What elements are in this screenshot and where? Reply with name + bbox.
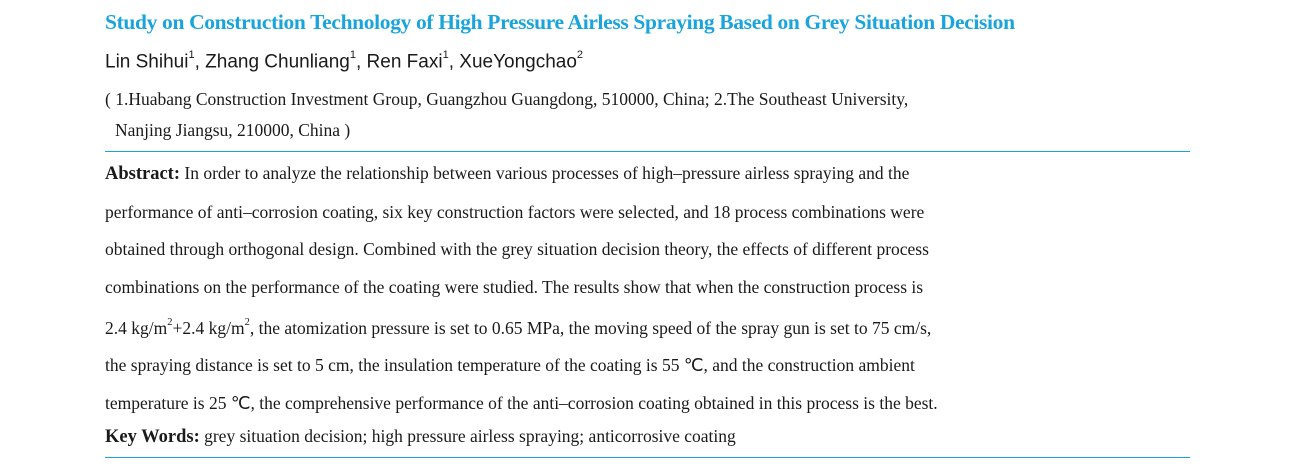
author-name: Ren Faxi bbox=[366, 51, 443, 73]
author-affiliation-mark: 1 bbox=[188, 49, 195, 61]
author-list bbox=[105, 43, 583, 76]
author-name: Lin Shihui bbox=[105, 51, 189, 73]
superscript: 2 bbox=[167, 317, 173, 328]
author-name: Zhang Chunliang bbox=[205, 51, 350, 73]
author-separator: , bbox=[355, 51, 367, 73]
author-separator: , bbox=[448, 51, 460, 73]
abstract-line bbox=[105, 306, 1190, 347]
abstract-label: Abstract: bbox=[105, 164, 181, 184]
divider-bottom bbox=[105, 457, 1190, 458]
abstract-text: +2.4 kg/m bbox=[172, 317, 245, 338]
affiliations bbox=[105, 84, 1195, 146]
paper-title: Study on Construction Technology of High Pressure Airless Spraying Based on Grey Situation Decision bbox=[105, 10, 1015, 34]
keywords bbox=[105, 421, 736, 452]
affiliation-line: Nanjing Jiangsu, 210000, China ) bbox=[115, 120, 351, 140]
divider-top bbox=[105, 151, 1190, 152]
abstract-line: temperature is 25 ℃, the comprehensive performance of the anti–corrosion coating obtained in this process is the best. bbox=[105, 392, 938, 413]
abstract-line bbox=[105, 155, 1190, 194]
author-affiliation-mark: 1 bbox=[349, 49, 356, 61]
abstract-line: obtained through orthogonal design. Combined with the grey situation decision theory, the effects of different process bbox=[105, 239, 929, 259]
author-affiliation-mark: 2 bbox=[576, 49, 584, 61]
abstract-text: 2.4 kg/m bbox=[105, 317, 168, 338]
abstract bbox=[105, 155, 1190, 422]
paper-header bbox=[105, 0, 1190, 467]
abstract-line: performance of anti–corrosion coating, six key construction factors were selected, and 18 process combinations were bbox=[105, 201, 925, 222]
abstract-text: , the atomization pressure is set to 0.65 MPa, the moving speed of the spray gun is set to 75 cm/s, bbox=[249, 317, 932, 338]
author-affiliation-mark: 1 bbox=[442, 49, 449, 61]
keywords-label: Key Words: bbox=[105, 427, 200, 447]
author-name: XueYongchao bbox=[459, 51, 577, 73]
abstract-text: In order to analyze the relationship between various processes of high–pressure airless spraying and the bbox=[180, 163, 910, 183]
keywords-text: grey situation decision; high pressure airless spraying; anticorrosive coating bbox=[199, 426, 736, 446]
abstract-line: the spraying distance is set to 5 cm, the insulation temperature of the coating is 55 ℃, and the construction ambient bbox=[105, 355, 915, 376]
abstract-line: combinations on the performance of the coating were studied. The results show that when the construction process is bbox=[105, 276, 924, 297]
affiliation-line: ( 1.Huabang Construction Investment Group, Guangzhou Guangdong, 510000, China; 2.The Southeast University, bbox=[105, 89, 909, 109]
superscript: 2 bbox=[244, 317, 250, 328]
author-separator: , bbox=[194, 51, 206, 73]
